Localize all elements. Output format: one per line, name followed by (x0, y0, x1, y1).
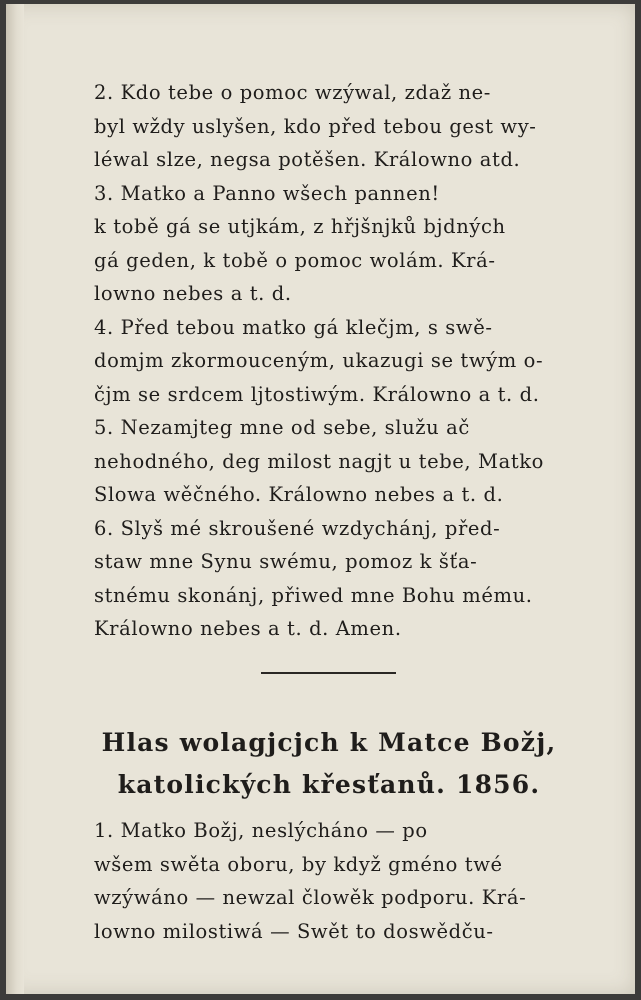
verse-line: wzýwáno — newzal člowěk podporu. Krá- (94, 886, 527, 909)
section-divider (261, 672, 396, 674)
hymn-title-line: Hlas wolagjcjch k Matce Božj, (101, 728, 557, 757)
hymn-verses-new (94, 814, 564, 948)
verse-line: staw mne Synu swému, pomoz k šťa- (94, 550, 478, 573)
verse-line: léwal slze, negsa potěšen. Králowno atd. (94, 148, 521, 171)
verse-line: nehodného, deg milost nagjt u tebe, Matko (94, 449, 545, 473)
hymn-title (94, 722, 564, 806)
hymn-verses-continued (94, 76, 564, 646)
verse-line: domjm zkormouceným, ukazugi se twým o- (94, 349, 544, 372)
printed-page (6, 4, 635, 994)
verse-line: 5. Nezamjteg mne od sebe, služu ač (94, 416, 470, 439)
verse-line: Králowno nebes a t. d. Amen. (94, 617, 402, 640)
verse-line: 2. Kdo tebe o pomoc wzýwal, zdaž ne- (94, 81, 491, 104)
verse-line: wšem swěta oboru, by když gméno twé (94, 852, 503, 876)
verse-line: byl wždy uslyšen, kdo před tebou gest wy- (94, 114, 537, 138)
verse-line: lowno milostiwá — Swět to doswědču- (94, 919, 494, 943)
verse-line: 6. Slyš mé skroušené wzdychánj, před- (94, 516, 501, 540)
verse-line: lowno nebes a t. d. (94, 282, 292, 305)
verse-line: stnému skonánj, přiwed mne Bohu mému. (94, 583, 533, 607)
verse-line: 1. Matko Božj, neslýcháno — po (94, 819, 428, 842)
verse-line: k tobě gá se utjkám, z hřjšnjků bjdných (94, 215, 506, 238)
verse-line: 3. Matko a Panno wšech pannen! (94, 181, 440, 205)
verse-line: 4. Před tebou matko gá klečjm, s swě- (94, 315, 493, 339)
verse-line: Slowa wěčného. Králowno nebes a t. d. (94, 483, 504, 506)
verse-line: čjm se srdcem ljtostiwým. Králowno a t. d. (94, 382, 540, 406)
verse-line: gá geden, k tobě o pomoc wolám. Krá- (94, 248, 496, 272)
page-binding-edge (6, 4, 24, 994)
hymn-title-line: katolických křesťanů. 1856. (117, 770, 541, 799)
